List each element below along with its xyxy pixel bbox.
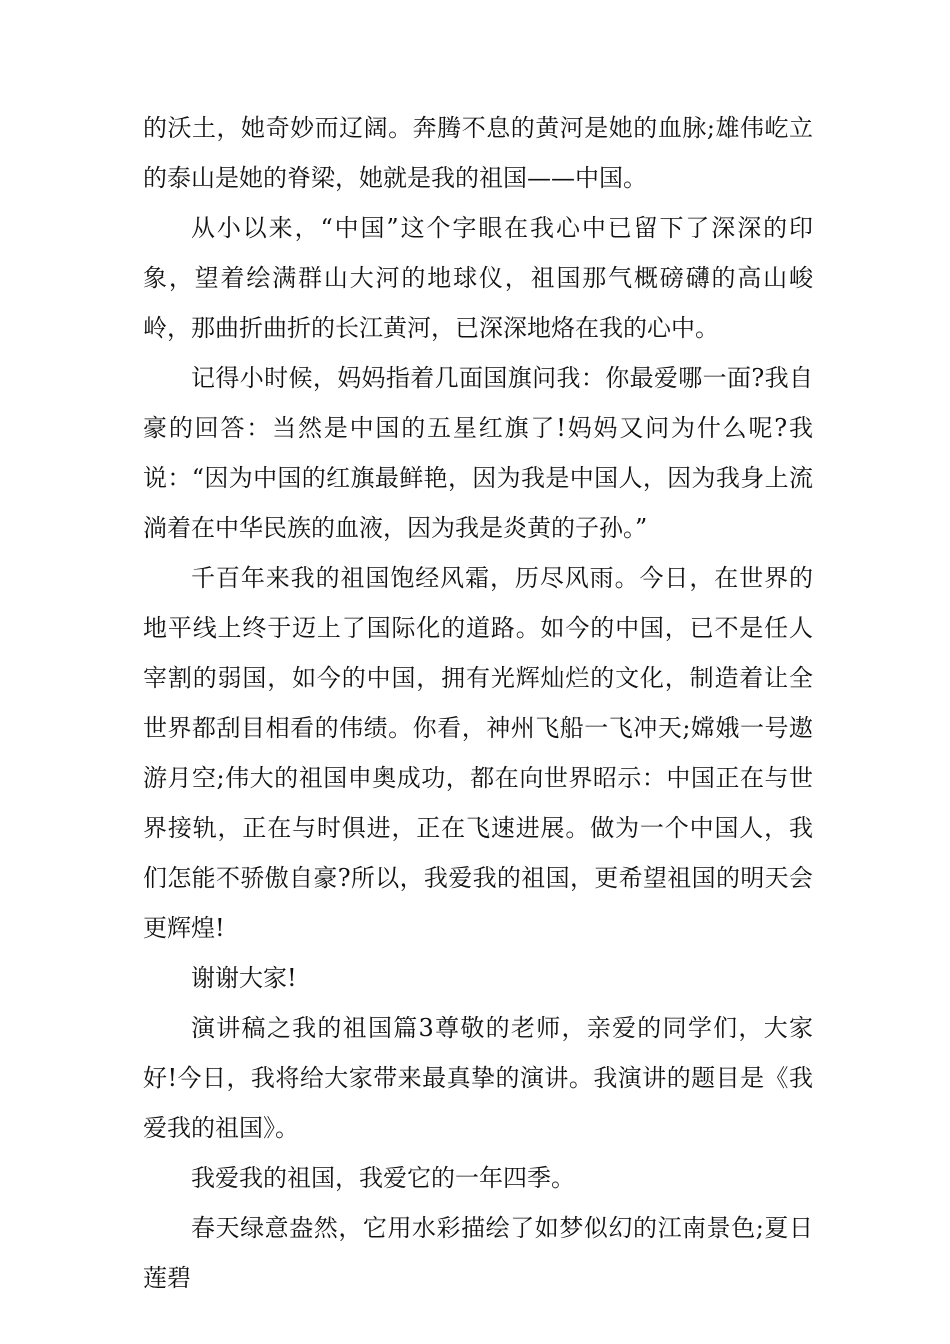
paragraph-four-seasons: 我爱我的祖国，我爱它的一年四季。: [191, 1164, 575, 1192]
paragraph-speech-3-opening: 演讲稿之我的祖国篇3尊敬的老师，亲爱的同学们，大家好!今日，我将给大家带来最真挚的演讲。我演讲的题目是《我爱我的祖国》。: [143, 1014, 813, 1142]
paragraph-thanks: 谢谢大家!: [191, 964, 297, 992]
paragraph-spring-summer: 春天绿意盎然，它用水彩描绘了如梦似幻的江南景色;夏日莲碧: [143, 1214, 813, 1292]
paragraph-childhood-impression: 从小以来，“中国”这个字眼在我心中已留下了深深的印象，望着绘满群山大河的地球仪，祖国那气概磅礴的高山峻岭，那曲折曲折的长江黄河，已深深地烙在我的心中。: [143, 214, 813, 342]
document-body: [143, 103, 813, 1303]
paragraph-continuation: 的沃土，她奇妙而辽阔。奔腾不息的黄河是她的血脉;雄伟屹立的泰山是她的脊梁，她就是我的祖国——中国。: [143, 114, 813, 192]
paragraph-national-progress: 千百年来我的祖国饱经风霜，历尽风雨。今日，在世界的地平线上终于迈上了国际化的道路。如今的中国，已不是任人宰割的弱国，如今的中国，拥有光辉灿烂的文化，制造着让全世界都刮目相看的伟绩。你看，神州飞船一飞冲天;嫦娥一号遨游月空;伟大的祖国申奥成功，都在向世界昭示：中国正在与世界接轨，正在与时俱进，正在飞速进展。做为一个中国人，我们怎能不骄傲自豪?所以，我爱我的祖国，更希望祖国的明天会更辉煌!: [143, 564, 813, 942]
paragraph-flag-memory: 记得小时候，妈妈指着几面国旗问我：你最爱哪一面?我自豪的回答：当然是中国的五星红旗了!妈妈又问为什么呢?我说：“因为中国的红旗最鲜艳，因为我是中国人，因为我身上流淌着在中华民族的血液，因为我是炎黄的子孙。”: [143, 364, 813, 542]
